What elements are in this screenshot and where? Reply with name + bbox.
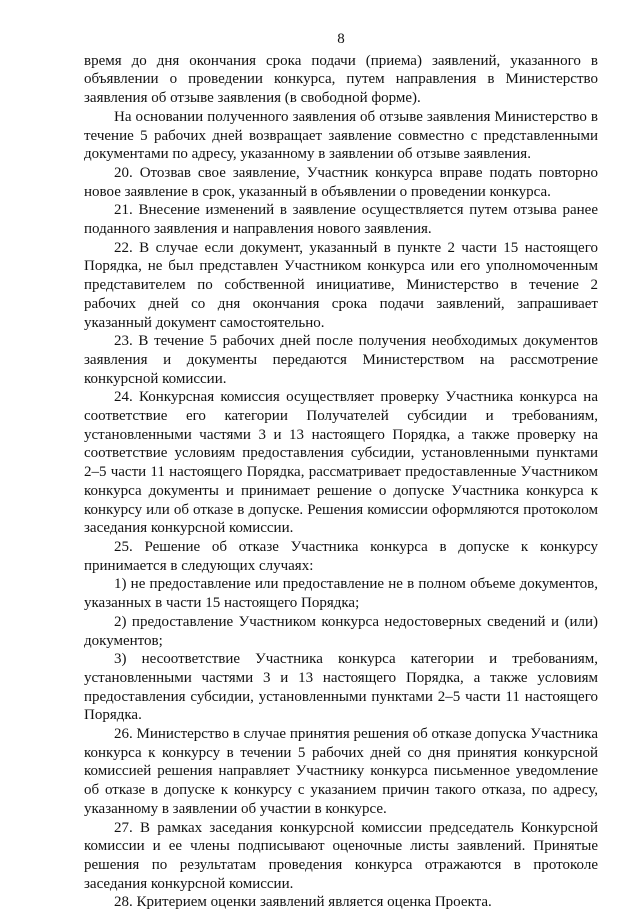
paragraph-continuation: время до дня окончания срока подачи (приема) заявлений, указанного в объявлении о проведении конкурса, путем направления в Министерство заявления об отзыве заявления (в свободной форме). <box>84 52 598 107</box>
paragraph-item-21: 21. Внесение изменений в заявление осуществляется путем отзыва ранее поданного заявления и направления нового заявления. <box>84 202 598 238</box>
paragraph-item-22: 22. В случае если документ, указанный в пункте 2 части 15 настоящего Порядка, не был представлен Участником конкурса или его уполномоченным представителем по собственной инициативе, Министерство в течение 2 рабочих дней со дня окончания срока подачи заявлений, запрашивает указанный документ самостоятельно. <box>84 239 598 331</box>
page-number: 8 <box>337 31 345 47</box>
paragraph-subitem-1: 1) не предоставление или предоставление не в полном объеме документов, указанных в части 15 настоящего Порядка; <box>84 576 598 612</box>
paragraph-item-23: 23. В течение 5 рабочих дней после получения необходимых документов заявления и документы передаются Министерством на рассмотрение конкурсной комиссии. <box>84 333 598 387</box>
paragraph-item-27: 27. В рамках заседания конкурсной комиссии председатель Конкурсной комиссии и ее члены подписывают оценочные листы заявлений. Принятые решения по результатам проведения конкурса отражаются в протоколе заседания конкурсной комиссии. <box>84 819 598 892</box>
paragraph-subitem-2: 2) предоставление Участником конкурса недостоверных сведений и (или) документов; <box>84 613 598 649</box>
paragraph-subitem-3: 3) несоответствие Участника конкурса категории и требованиям, установленными частями 3 и 13 настоящего Порядка, а также условиям предоставления субсидии, установленными пунктами 2–5 части 11 настоящего Порядка. <box>84 651 598 724</box>
paragraph-item-20: 20. Отозвав свое заявление, Участник конкурса вправе подать повторно новое заявление в срок, указанный в объявлении о проведении конкурса. <box>84 164 598 200</box>
paragraph-item-24: 24. Конкурсная комиссия осуществляет проверку Участника конкурса на соответствие его категории Получателей субсидии и требованиям, установленными частями 3 и 13 настоящего Порядка, а также проверку на соответствие условиям предоставления субсидии, установленными пунктами 2–5 части 11 настоящего Порядка, рассматривает предоставленные Участником конкурса документы и принимает решение о допуске Участника конкурса к конкурсу или об отказе в допуске. Решения комиссии оформляются протоколом заседания конкурсной комиссии. <box>84 389 598 537</box>
paragraph-item-28: 28. Критерием оценки заявлений является оценка Проекта. <box>114 894 492 911</box>
document-page <box>84 30 598 912</box>
paragraph-item-26: 26. Министерство в случае принятия решения об отказе допуска Участника конкурса к конкурсу в течении 5 рабочих дней со дня принятия конкурсной комиссией решения направляет Участнику конкурса письменное уведомление об отказе в допуске к конкурсу с указанием причин такого отказа, по адресу, указанному в заявлении об участии в конкурсе. <box>84 726 598 817</box>
paragraph-item-25: 25. Решение об отказе Участника конкурса в допуске к конкурсу принимается в следующих случаях: <box>84 538 598 574</box>
paragraph-withdrawal-return: На основании полученного заявления об отзыве заявления Министерство в течение 5 рабочих дней возвращает заявление совместно с представленными документами по адресу, указанному в заявлении об отзыве заявления. <box>84 108 598 163</box>
